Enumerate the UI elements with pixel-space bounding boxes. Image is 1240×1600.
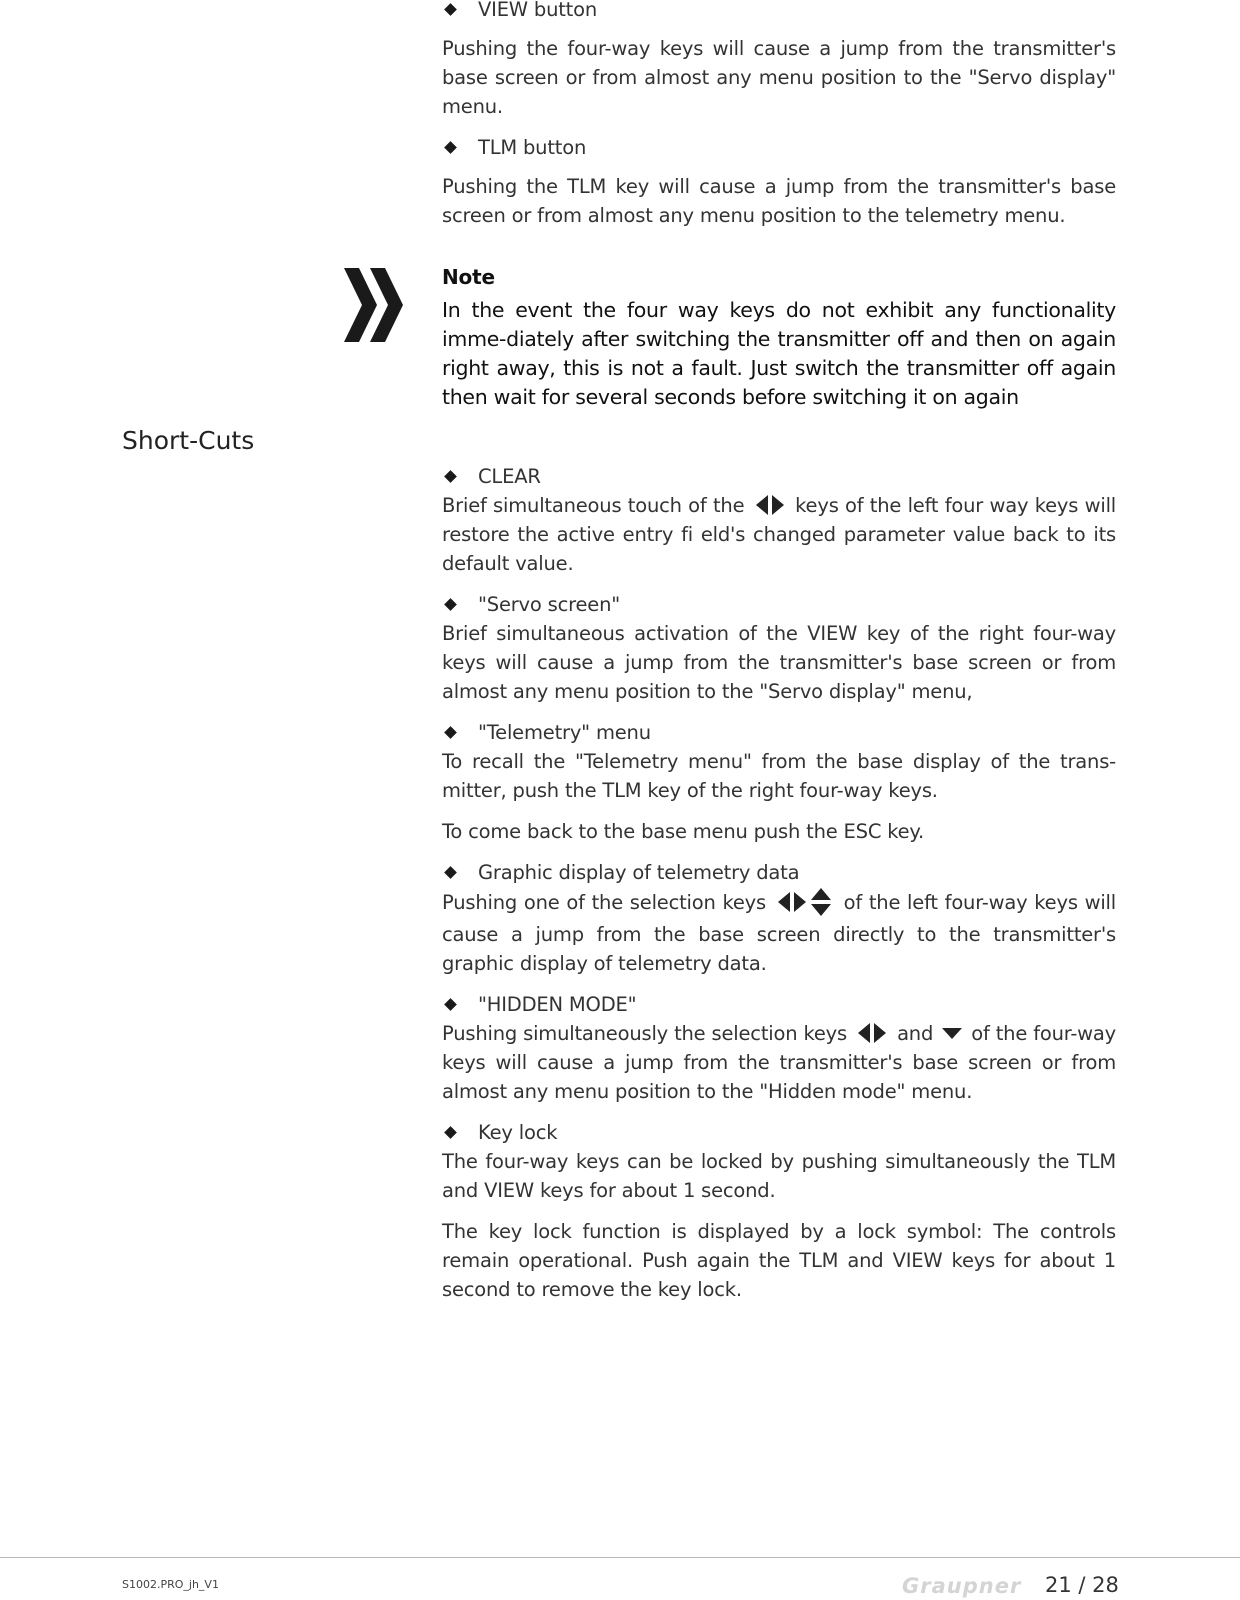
short-cuts-heading: Short-Cuts xyxy=(122,426,255,455)
note-chevron-icon xyxy=(344,268,406,346)
bullet-diamond-icon xyxy=(444,598,457,611)
clear-heading: CLEAR xyxy=(442,462,1116,491)
key-lock-text-2: The key lock function is displayed by a lock symbol: The controls remain operational. Push again the TLM and VIEW keys for about 1 second to remove the key lock. xyxy=(442,1220,1116,1301)
four-way-keys-icon xyxy=(775,887,835,917)
note-title: Note xyxy=(442,265,495,289)
footer-page-number: 21 / 28 xyxy=(1045,1573,1119,1597)
key-lock-text: The four-way keys can be locked by pushing simultaneously the TLM and VIEW keys for about 1 second. xyxy=(442,1150,1116,1202)
top-section xyxy=(442,0,1116,230)
footer-divider xyxy=(0,1557,1240,1558)
servo-screen-text: Brief simultaneous activation of the VIEW key of the right four-way keys will cause a jump from the transmitter's base screen or from almost any menu position to the "Servo display" menu, xyxy=(442,622,1116,703)
bullet-diamond-icon xyxy=(444,141,457,154)
footer-brand-logo: Graupner xyxy=(902,1574,1022,1598)
telemetry-menu-text: To recall the "Telemetry menu" from the base display of the trans-mitter, push the TLM key of the right four-way keys. xyxy=(442,750,1116,802)
tlm-button-heading: TLM button xyxy=(442,133,1116,162)
bullet-diamond-icon xyxy=(444,726,457,739)
bullet-diamond-icon xyxy=(444,998,457,1011)
hidden-mode-text: Pushing simultaneously the selection keys and of the four-way keys will cause a jump from the transmitter's base screen or from almost any menu position to the "Hidden mode" menu. xyxy=(442,1022,1116,1103)
graphic-display-heading: Graphic display of telemetry data xyxy=(442,858,1116,887)
left-right-keys-icon xyxy=(753,494,787,516)
telemetry-menu-text-2: To come back to the base menu push the ESC key. xyxy=(442,820,924,843)
telemetry-menu-heading: "Telemetry" menu xyxy=(442,718,1116,747)
tlm-button-text: Pushing the TLM key will cause a jump from the transmitter's base screen or from almost any menu position to the telemetry menu. xyxy=(442,175,1116,227)
note-text: In the event the four way keys do not exhibit any functionality imme-diately after switching the transmitter off and then on again right away, this is not a fault. Just switch the transmitter off again then wait for several seconds before switching it on again xyxy=(442,298,1116,409)
servo-screen-heading: "Servo screen" xyxy=(442,590,1116,619)
key-lock-heading: Key lock xyxy=(442,1118,1116,1147)
bullet-diamond-icon xyxy=(444,470,457,483)
view-button-heading: VIEW button xyxy=(442,0,1116,24)
graphic-display-text: Pushing one of the selection keys of the left four-way keys will cause a jump from the base screen directly to the transmitter's graphic display of telemetry data. xyxy=(442,887,1116,978)
hidden-mode-heading: "HIDDEN MODE" xyxy=(442,990,1116,1019)
bullet-diamond-icon xyxy=(444,1126,457,1139)
footer-doc-code: S1002.PRO_jh_V1 xyxy=(122,1578,219,1591)
clear-text: Brief simultaneous touch of the keys of the left four way keys will restore the active entry fi eld's changed parameter value back to its default value. xyxy=(442,494,1117,575)
bullet-diamond-icon xyxy=(444,3,457,16)
view-button-text: Pushing the four-way keys will cause a jump from the transmitter's base screen or from almost any menu position to the "Servo display" menu. xyxy=(442,37,1116,118)
down-key-icon xyxy=(941,1026,963,1040)
left-right-keys-icon xyxy=(855,1022,889,1044)
bullet-diamond-icon xyxy=(444,866,457,879)
note-block xyxy=(442,263,1116,412)
short-cuts-section xyxy=(442,462,1116,1304)
